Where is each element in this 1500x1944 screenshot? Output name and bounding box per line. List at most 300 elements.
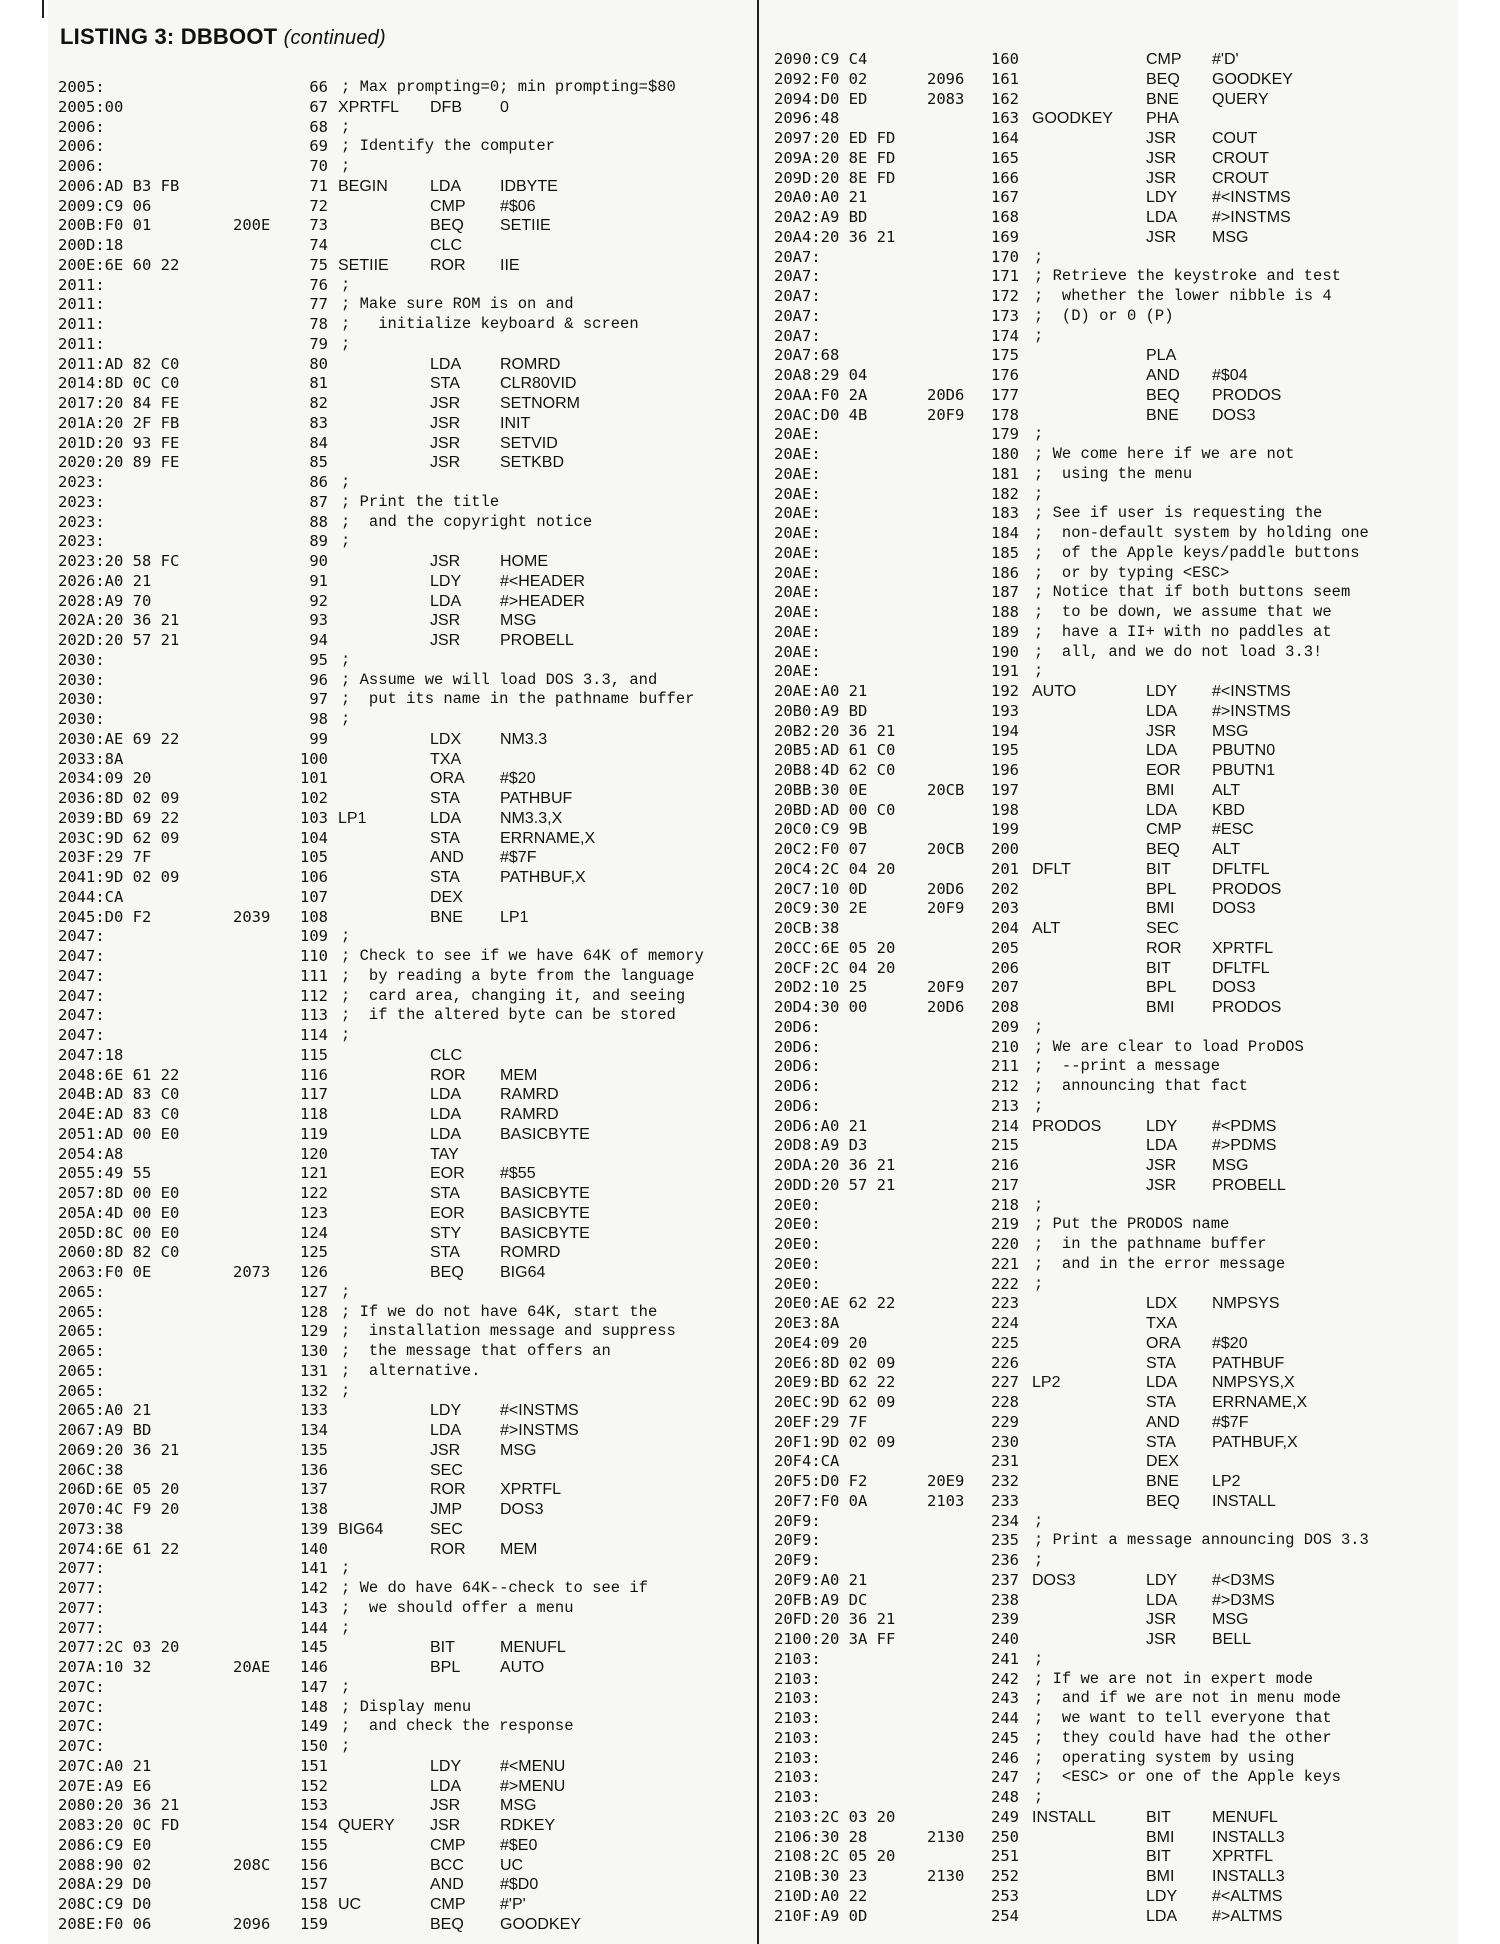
code-address: 20E0: [774,1235,821,1253]
code-comment: ; or by typing <ESC> [1034,563,1230,582]
code-operand: DOS3 [1212,979,1256,997]
code-address: 208E:F0 06 [58,1914,152,1933]
code-address: 206D:6E 05 20 [58,1480,180,1499]
code-comment: ; non-default system by holding one [1034,524,1369,542]
code-branch-target: 2073 [233,1263,271,1281]
code-comment: ; Max prompting=0; min prompting=$80 [341,78,676,96]
code-line-number: 250 [991,1827,1019,1846]
code-opcode: SEC [1146,920,1179,937]
code-address: 2077: [58,1559,105,1578]
code-opcode: TXA [430,750,462,768]
code-line-number: 230 [991,1432,1019,1451]
code-opcode: LDY [1146,683,1178,700]
code-opcode: BEQ [430,1264,464,1281]
column-divider [757,0,759,1944]
code-line-number: 162 [991,89,1019,108]
code-comment: ; Check to see if we have 64K of memory [341,947,704,965]
code-branch-target: 208C [233,1855,271,1874]
code-address: 2108:2C 05 20 [774,1847,896,1866]
code-line-number: 178 [991,405,1019,424]
code-line-number: 229 [991,1412,1019,1431]
code-line-number: 105 [300,848,328,867]
code-line-number: 99 [309,729,328,748]
code-line-number: 231 [991,1452,1019,1471]
code-opcode: BIT [1146,1848,1171,1866]
code-line-number: 234 [991,1511,1019,1530]
code-address: 2060:8D 82 C0 [58,1243,180,1262]
code-line-number: 89 [309,532,328,551]
code-comment: ; [341,473,351,491]
code-opcode: BMI [1146,1868,1175,1885]
code-address: 20F9:A0 21 [774,1570,868,1589]
code-line-number: 224 [991,1314,1019,1332]
code-opcode: DEX [1146,1453,1179,1471]
code-comment: ; [341,1618,351,1637]
code-line-number: 207 [991,978,1019,997]
code-address: 2030: [58,650,105,669]
code-address: 2045:D0 F2 [58,907,152,926]
code-line-number: 186 [991,563,1019,582]
code-line-number: 106 [300,868,328,886]
code-address: 20F1:9D 02 09 [774,1432,896,1451]
code-comment: ; We do have 64K--check to see if [341,1579,648,1597]
code-line-number: 85 [309,453,328,472]
code-line-number: 225 [991,1333,1019,1352]
code-operand: ALT [1212,841,1241,858]
code-operand: MSG [500,1797,537,1815]
code-address: 2047: [58,966,105,985]
code-operand: #$55 [500,1165,536,1183]
code-address: 20C0:C9 9B [774,820,868,839]
code-opcode: DFB [430,98,462,116]
code-opcode: LDA [1146,742,1178,760]
code-opcode: LDA [430,809,462,827]
code-line-number: 117 [300,1085,328,1104]
code-line-number: 214 [991,1116,1019,1135]
code-branch-target: 20F9 [927,899,965,918]
code-opcode: JSR [1146,1157,1177,1174]
code-comment: ; Make sure ROM is on and [341,295,574,314]
code-line-number: 220 [991,1235,1019,1253]
code-line-number: 190 [991,642,1019,661]
code-line-number: 123 [300,1203,328,1222]
code-opcode: BEQ [1146,841,1180,858]
code-line-number: 126 [300,1263,328,1281]
code-operand: #'D' [1212,51,1239,68]
code-label: DOS3 [1032,1571,1076,1589]
code-operand: #<D3MS [1212,1571,1275,1589]
code-line-number: 203 [991,899,1019,918]
code-branch-target: 20F9 [927,405,965,424]
code-comment: ; by reading a byte from the language [341,966,695,985]
code-line-number: 95 [309,650,328,669]
code-line-number: 173 [991,306,1019,325]
listing-title-text: LISTING 3: DBBOOT [60,24,278,49]
code-branch-target: 20D6 [927,998,965,1016]
code-comment: ; [341,275,351,294]
code-operand: #$7F [500,849,537,867]
code-address: 2011: [58,275,105,294]
code-opcode: BNE [1146,406,1179,424]
code-line-number: 142 [300,1579,328,1597]
code-comment: ; [341,532,351,551]
code-operand: MSG [1212,722,1249,740]
code-line-number: 83 [309,413,328,432]
code-line-number: 198 [991,800,1019,819]
code-address: 20C9:30 2E [774,899,868,918]
code-opcode: LDA [430,177,462,195]
code-opcode: ROR [1146,939,1182,957]
code-address: 2023:20 58 FC [58,552,180,570]
code-address: 20D4:30 00 [774,998,868,1016]
code-address: 2097:20 ED FD [774,129,896,147]
code-operand: INSTALL3 [1212,1868,1285,1885]
code-address: 20C4:2C 04 20 [774,859,896,878]
code-address: 2063:F0 0E [58,1263,152,1281]
code-opcode: STA [430,829,460,847]
code-label: AUTO [1032,683,1077,700]
code-opcode: STA [1146,1433,1176,1451]
code-address: 209A:20 8E FD [774,148,896,167]
code-opcode: LDA [1146,1137,1178,1155]
code-comment: ; initialize keyboard & screen [341,315,639,333]
code-address: 208A:29 D0 [58,1875,152,1894]
code-line-number: 212 [991,1077,1019,1095]
code-line-number: 209 [991,1017,1019,1036]
code-label: XPRTFL [338,98,400,116]
code-label: LP2 [1032,1374,1061,1392]
code-comment: ; if the altered byte can be stored [341,1006,676,1025]
code-operand: #$04 [1212,367,1248,384]
code-line-number: 166 [991,168,1019,187]
code-address: 2047: [58,986,105,1005]
code-line-number: 239 [991,1610,1019,1629]
code-line-number: 88 [309,512,328,531]
code-address: 20C2:F0 07 [774,840,868,858]
code-address: 20AE: [774,445,821,463]
code-operand: SETIIE [500,217,551,235]
code-branch-target: 20D6 [927,879,965,898]
code-address: 2103: [774,1689,821,1708]
code-address: 2006:AD B3 FB [58,176,180,195]
code-opcode: JSR [1146,149,1177,167]
code-address: 20EC:9D 62 09 [774,1393,896,1411]
code-address: 207C: [58,1717,105,1736]
code-operand: #>D3MS [1212,1591,1275,1609]
code-address: 2039:BD 69 22 [58,808,180,827]
code-line-number: 202 [991,879,1019,898]
code-address: 20D6: [774,1037,821,1056]
code-operand: PROBELL [500,632,574,649]
code-operand: PRODOS [1212,999,1282,1016]
code-comment: ; Put the PRODOS name [1034,1215,1230,1234]
code-opcode: BNE [1146,90,1179,108]
code-address: 2017:20 84 FE [58,394,180,412]
code-line-number: 125 [300,1243,328,1262]
code-address: 20D2:10 25 [774,978,868,997]
code-address: 20AE: [774,642,821,661]
code-address: 2077:2C 03 20 [58,1638,180,1657]
code-line-number: 217 [991,1175,1019,1194]
code-operand: XPRTFL [500,1481,562,1499]
code-operand: PROBELL [1212,1176,1286,1194]
code-address: 20B8:4D 62 C0 [774,761,896,779]
code-address: 204E:AD 83 C0 [58,1105,180,1123]
code-operand: XPRTFL [1212,1848,1274,1866]
code-operand: DOS3 [500,1501,544,1518]
code-address: 200E:6E 60 22 [58,255,180,274]
code-line-number: 254 [991,1906,1019,1925]
code-opcode: BPL [1146,979,1177,997]
code-branch-target: 20F9 [927,978,965,997]
code-address: 2077: [58,1579,105,1597]
code-operand: GOODKEY [1212,70,1293,88]
code-comment: ; using the menu [1034,464,1193,483]
code-line-number: 131 [300,1361,328,1380]
code-opcode: LDA [430,1106,462,1123]
code-address: 2009:C9 06 [58,196,152,215]
code-line-number: 113 [300,1006,328,1025]
code-opcode: JSR [430,414,461,432]
code-address: 20A2:A9 BD [774,208,868,226]
code-line-number: 121 [300,1164,328,1183]
code-opcode: AND [430,849,464,867]
code-opcode: DEX [430,888,463,906]
code-label: PRODOS [1032,1117,1102,1135]
code-line-number: 168 [991,208,1019,226]
code-operand: #$06 [500,197,536,215]
code-line-number: 187 [991,583,1019,602]
code-line-number: 146 [300,1658,328,1676]
code-line-number: 172 [991,287,1019,305]
code-address: 2047: [58,1026,105,1044]
code-address: 208C:C9 D0 [58,1895,152,1913]
code-operand: #>INSTMS [1212,209,1291,226]
code-operand: XPRTFL [1212,939,1274,957]
code-opcode: BPL [1146,880,1177,898]
code-address: 202D:20 57 21 [58,631,180,649]
code-operand: ROMRD [500,1244,561,1262]
code-address: 20E0: [774,1195,821,1214]
code-line-number: 195 [991,741,1019,760]
code-opcode: ROR [430,1540,466,1558]
code-comment: ; Retrieve the keystroke and test [1034,267,1341,286]
code-line-number: 141 [300,1559,328,1578]
code-opcode: JSR [430,434,461,452]
code-address: 2023: [58,512,105,531]
code-line-number: 144 [300,1618,328,1637]
code-line-number: 124 [300,1223,328,1242]
code-address: 20A7: [774,306,821,325]
code-line-number: 197 [991,780,1019,799]
code-address: 2023: [58,473,105,491]
code-branch-target: 2130 [927,1867,965,1885]
code-operand: #$D0 [500,1876,539,1894]
code-address: 20AE: [774,464,821,483]
code-opcode: JSR [430,1797,461,1815]
code-address: 200B:F0 01 [58,216,152,235]
code-address: 20E0: [774,1274,821,1293]
code-opcode: BMI [1146,1828,1175,1846]
code-address: 2011:AD 82 C0 [58,354,180,373]
code-operand: ROMRD [500,355,561,373]
code-operand: INIT [500,414,531,432]
code-address: 2077: [58,1618,105,1637]
code-address: 2103: [774,1709,821,1727]
code-line-number: 247 [991,1768,1019,1787]
code-operand: MSG [1212,228,1249,246]
code-line-number: 183 [991,504,1019,523]
code-comment: ; We come here if we are not [1034,445,1295,463]
code-operand: DOS3 [1212,900,1256,918]
code-label: QUERY [338,1817,395,1834]
code-line-number: 181 [991,464,1019,483]
code-address: 2086:C9 E0 [58,1835,152,1854]
code-line-number: 176 [991,366,1019,384]
code-line-number: 159 [300,1914,328,1933]
code-opcode: JMP [430,1501,462,1518]
code-address: 20E6:8D 02 09 [774,1353,896,1372]
code-line-number: 223 [991,1294,1019,1313]
code-operand: #<HEADER [500,572,585,590]
code-opcode: BIT [1146,959,1171,977]
code-opcode: BNE [430,908,463,926]
code-address: 2103:2C 03 20 [774,1807,896,1826]
code-operand: #>ALTMS [1212,1907,1283,1925]
code-address: 2030: [58,710,105,728]
code-opcode: BPL [430,1659,461,1676]
code-line-number: 243 [991,1689,1019,1708]
code-opcode: LDA [1146,1907,1178,1925]
code-opcode: CMP [430,1896,466,1913]
code-opcode: LDA [430,1777,462,1795]
code-label: UC [338,1896,362,1913]
corner-crop-mark [42,0,44,18]
code-address: 20F9: [774,1551,821,1569]
code-comment: ; all, and we do not load 3.3! [1034,642,1323,661]
code-line-number: 98 [309,710,328,728]
code-branch-target: 2083 [927,89,965,108]
code-address: 2074:6E 61 22 [58,1539,180,1558]
code-address: 2033:8A [58,749,124,768]
code-comment: ; We are clear to load ProDOS [1034,1037,1304,1056]
code-line-number: 156 [300,1855,328,1874]
code-address: 2092:F0 02 [774,69,868,88]
code-operand: PBUTN0 [1212,742,1276,760]
code-opcode: JSR [430,454,461,472]
code-line-number: 93 [309,611,328,630]
code-line-number: 151 [300,1756,328,1775]
code-line-number: 104 [300,828,328,847]
code-address: 202A:20 36 21 [58,611,180,630]
code-line-number: 107 [300,887,328,906]
code-opcode: JSR [430,395,461,412]
code-line-number: 103 [300,808,328,827]
code-address: 20E4:09 20 [774,1333,868,1352]
code-opcode: LDY [430,1402,462,1420]
code-operand: #'P' [500,1896,526,1913]
code-operand: 0 [500,98,509,116]
code-address: 2011: [58,295,105,314]
code-operand: GOODKEY [500,1915,581,1933]
code-opcode: LDA [430,1086,462,1104]
code-label: INSTALL [1032,1808,1096,1826]
code-operand: ERRNAME,X [500,829,596,847]
code-opcode: BEQ [430,1915,464,1933]
code-address: 2067:A9 BD [58,1421,152,1439]
code-line-number: 110 [300,947,328,965]
code-address: 2073:38 [58,1519,124,1538]
code-address: 20AE: [774,622,821,641]
code-line-number: 189 [991,622,1019,641]
code-operand: ERRNAME,X [1212,1394,1308,1411]
code-comment: ; [1034,1788,1044,1806]
code-address: 20CF:2C 04 20 [774,958,896,977]
code-address: 2051:AD 00 E0 [58,1124,180,1143]
code-operand: NM3.3 [500,730,548,748]
code-comment: ; [341,1026,351,1044]
code-branch-target: 2039 [233,907,271,926]
code-address: 20A8:29 04 [774,366,868,384]
code-line-number: 235 [991,1531,1019,1550]
code-operand: #$7F [1212,1413,1249,1431]
code-opcode: JSR [1146,1611,1177,1629]
code-address: 20CB:38 [774,919,840,937]
code-comment: ; Identify the computer [341,137,555,156]
code-operand: #<ALTMS [1212,1887,1283,1905]
code-operand: CLR80VID [500,375,577,393]
code-operand: #<MENU [500,1757,566,1775]
code-comment: ; and if we are not in menu mode [1034,1689,1341,1708]
code-line-number: 112 [300,986,328,1005]
code-line-number: 135 [300,1440,328,1459]
code-address: 2090:C9 C4 [774,50,868,68]
code-opcode: JSR [430,612,461,630]
code-line-number: 100 [300,749,328,768]
code-opcode: CLC [430,237,463,254]
code-opcode: LDA [430,1422,462,1439]
code-line-number: 160 [991,50,1019,68]
code-comment: ; operating system by using [1034,1748,1295,1767]
code-opcode: BNE [1146,1473,1179,1490]
code-line-number: 137 [300,1480,328,1499]
code-opcode: LDY [430,1757,462,1775]
code-line-number: 216 [991,1156,1019,1174]
code-comment: ; [341,334,351,353]
code-line-number: 87 [309,492,328,511]
code-address: 2026:A0 21 [58,571,152,590]
code-opcode: ROR [430,1481,466,1499]
code-line-number: 206 [991,958,1019,977]
code-line-number: 252 [991,1867,1019,1885]
code-line-number: 72 [309,196,328,215]
code-line-number: 253 [991,1886,1019,1905]
code-line-number: 68 [309,117,328,136]
code-address: 20B2:20 36 21 [774,721,896,740]
code-address: 2094:D0 ED [774,89,868,108]
code-line-number: 249 [991,1807,1019,1826]
code-line-number: 237 [991,1570,1019,1589]
code-line-number: 163 [991,109,1019,128]
code-line-number: 238 [991,1590,1019,1609]
code-comment: ; alternative. [341,1361,481,1380]
code-address: 2047: [58,1006,105,1025]
code-address: 2065: [58,1342,105,1360]
code-address: 20AC:D0 4B [774,405,868,424]
code-address: 201D:20 93 FE [58,433,180,452]
code-operand: MSG [500,1441,537,1459]
code-line-number: 82 [309,394,328,412]
